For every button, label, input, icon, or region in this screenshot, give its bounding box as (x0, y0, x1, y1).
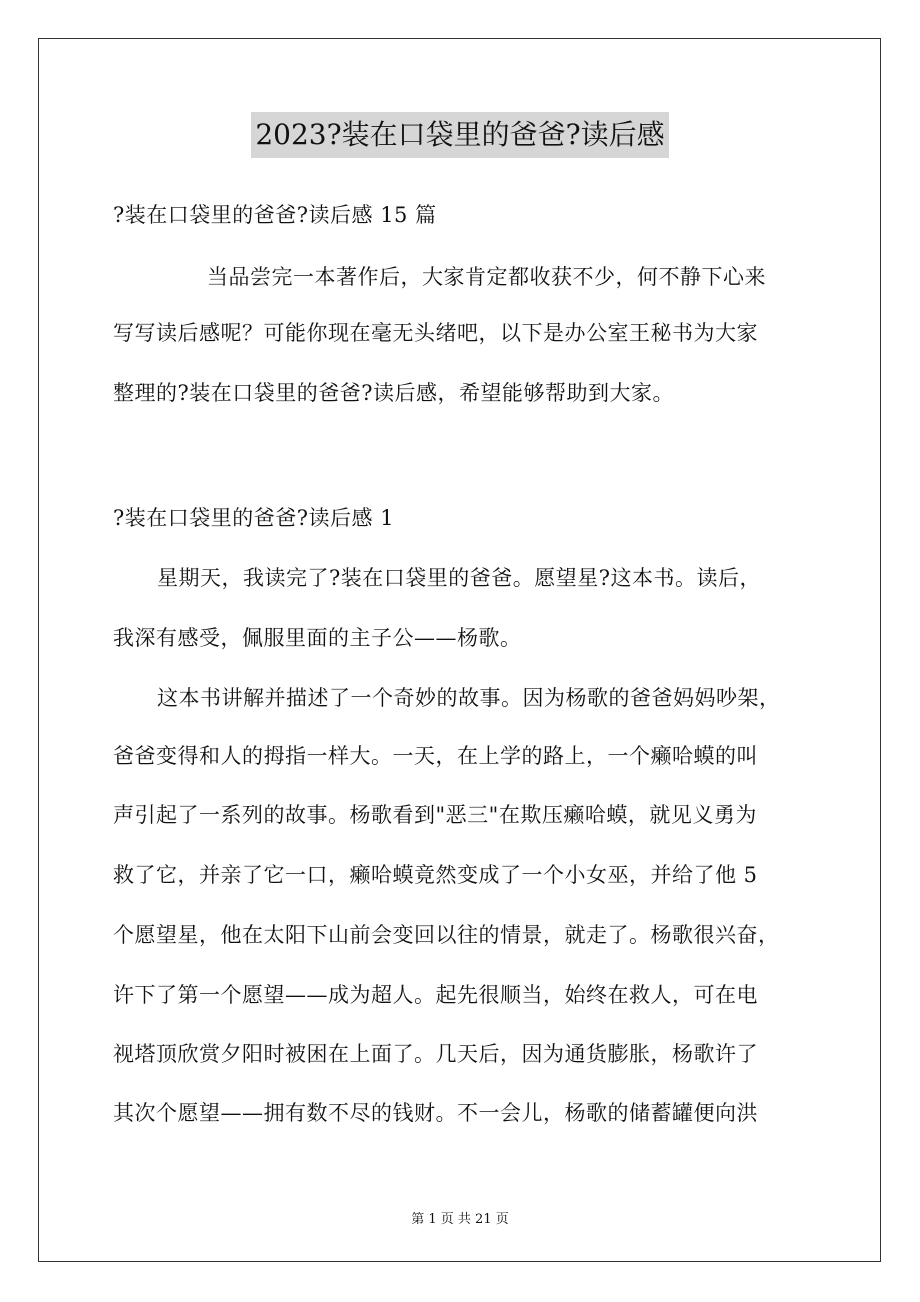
paragraph-line: 我深有感受，佩服里面的主子公——杨歌。 (113, 626, 522, 650)
paragraph-line: 这本书讲解并描述了一个奇妙的故事。因为杨歌的爸爸妈妈吵架， (157, 686, 781, 710)
page-footer: 第 1 页 共 21 页 (411, 1212, 509, 1227)
paragraph-line: 星期天，我读完了?装在口袋里的爸爸。愿望星?这本书。读后， (157, 566, 762, 590)
paragraph-line: 当品尝完一本著作后，大家肯定都收获不少，何不静下心来 (207, 265, 766, 289)
document-title: 2023?装在口袋里的爸爸?读后感 (251, 112, 668, 158)
paragraph-line: 声引起了一系列的故事。杨歌看到"恶三"在欺压癞哈蟆，就见义勇为 (113, 803, 757, 827)
paragraph-line: 爸爸变得和人的拇指一样大。一天，在上学的路上，一个癞哈蟆的叫 (113, 744, 758, 768)
paragraph-line: 视塔顶欣赏夕阳时被困在上面了。几天后，因为通货膨胀，杨歌许了 (113, 1042, 758, 1066)
subtitle-line: ?装在口袋里的爸爸?读后感 15 篇 (113, 203, 437, 227)
paragraph-line: 其次个愿望——拥有数不尽的钱财。不一会儿，杨歌的储蓄罐便向洪 (113, 1101, 758, 1125)
paragraph-line: 整理的?装在口袋里的爸爸?读后感，希望能够帮助到大家。 (113, 381, 675, 405)
paragraph-line: 许下了第一个愿望——成为超人。起先很顺当，始终在救人，可在电 (113, 983, 758, 1007)
paragraph-line: 救了它，并亲了它一口，癞哈蟆竟然变成了一个小女巫，并给了他 5 (113, 863, 758, 887)
section-heading: ?装在口袋里的爸爸?读后感 1 (113, 506, 395, 530)
paragraph-line: 写写读后感呢？可能你现在毫无头绪吧，以下是办公室王秘书为大家 (113, 321, 758, 345)
paragraph-line: 个愿望星，他在太阳下山前会变回以往的情景，就走了。杨歌很兴奋， (113, 923, 780, 947)
title-container (0, 112, 920, 158)
